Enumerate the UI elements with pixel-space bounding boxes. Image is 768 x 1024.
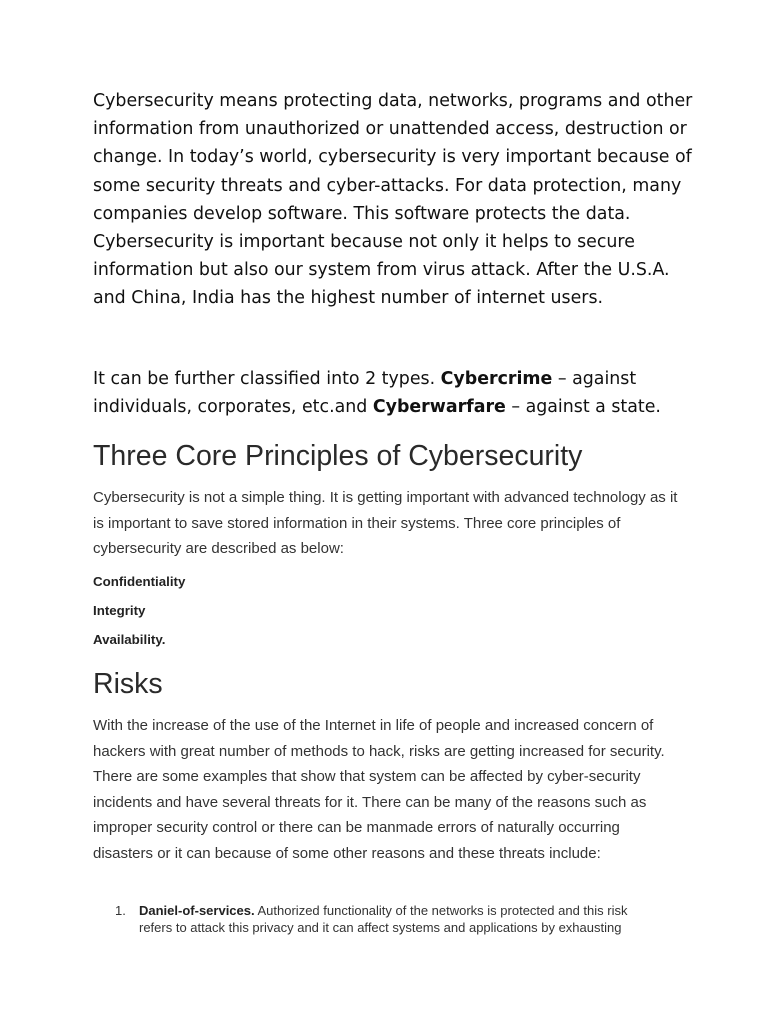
list-item-term: Daniel-of-services. — [139, 903, 255, 918]
principle-confidentiality: Confidentiality — [93, 574, 186, 589]
list-item-number: 1. — [115, 903, 126, 918]
list-item — [115, 903, 655, 936]
types-paragraph — [93, 365, 693, 421]
cyberwarfare-description: – against a state. — [505, 397, 661, 418]
threats-list — [115, 903, 655, 936]
risks-heading: Risks — [93, 668, 163, 700]
cyberwarfare-term: Cyberwarfare — [372, 397, 506, 418]
principle-availability: Availability. — [93, 632, 166, 647]
types-lead: It can be further classified into 2 types. — [93, 369, 441, 389]
principles-paragraph: Cybersecurity is not a simple thing. It is getting important with advanced technology as it is important to save stored information in their systems. Three core principles of cybersecurity are described as below: — [93, 489, 678, 557]
list-item-text: Authorized functionality of the networks is protected and this risk refers to attack this privacy and it can affect systems and applications by exhausting — [139, 903, 628, 935]
principles-heading: Three Core Principles of Cybersecurity — [93, 440, 583, 472]
cybercrime-term: Cybercrime — [440, 369, 553, 389]
intro-paragraph: Cybersecurity means protecting data, networks, programs and other information from unauthorized or unattended access, destruction or change. In today’s world, cybersecurity is very important because of some security threats and cyber-attacks. For data protection, many companies develop software. This software protects the data. Cybersecurity is important because not only it helps to secure information but also our system from virus attack. After the U.S.A. and China, India has the highest number of internet users. — [93, 91, 693, 309]
principle-integrity: Integrity — [93, 603, 146, 618]
cybercrime-description: – against individuals, corporates, etc.and — [93, 369, 637, 418]
list-item-body — [139, 903, 655, 936]
risks-paragraph: With the increase of the use of the Internet in life of people and increased concern of hackers with great number of methods to hack, risks are getting increased for security. There are some examples that show that system can be affected by cyber-security incidents and have several threats for it. There can be many of the reasons such as improper security control or there can be manmade errors of naturally occurring disasters or it can because of some other reasons and these threats include: — [93, 717, 665, 862]
